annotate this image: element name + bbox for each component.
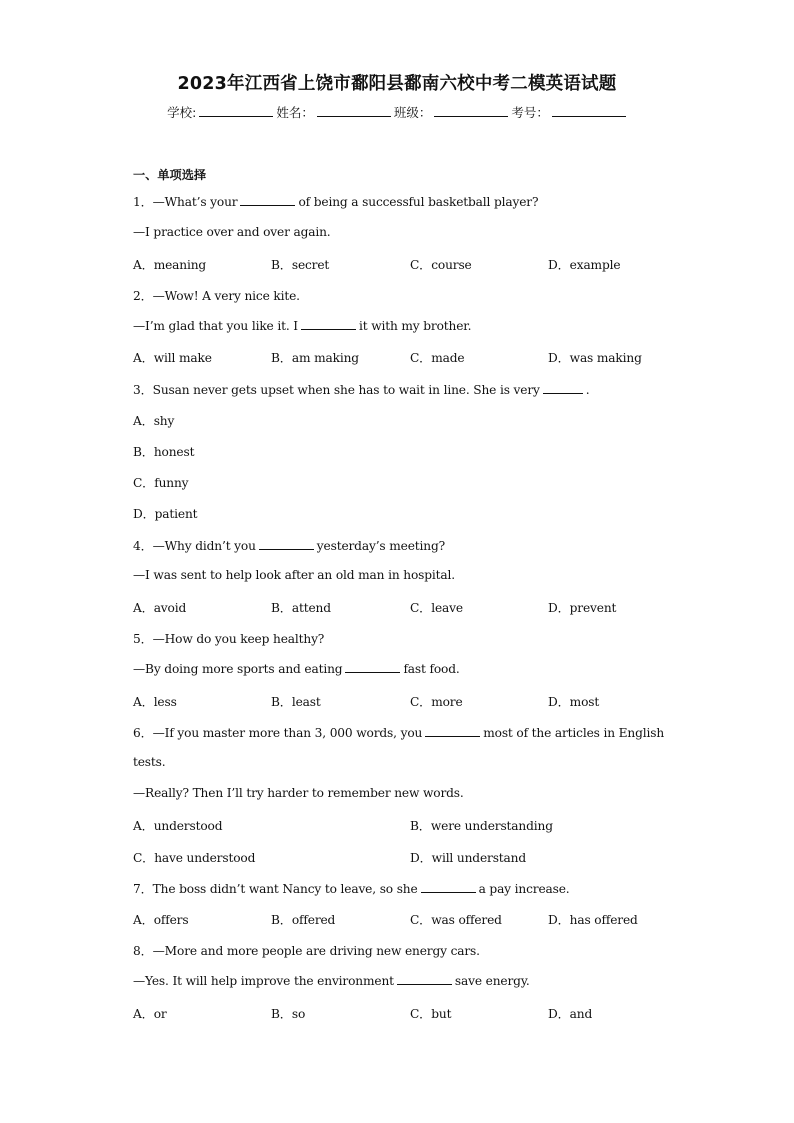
q1-stem-a: 1．—What’s your — [133, 195, 238, 209]
number-blank — [552, 104, 626, 117]
q2-option-a: A．will make — [133, 351, 212, 365]
question-6-stem — [133, 724, 664, 741]
q3-stem-a: 3．Susan never gets upset when she has to wait in line. She is very — [133, 383, 540, 397]
class-label: 班级： — [393, 105, 432, 120]
answer-blank — [543, 382, 583, 394]
q2-option-b: B．am making — [271, 351, 359, 365]
question-8-stem: 8．—More and more people are driving new energy cars. — [133, 944, 480, 958]
q8-option-c: C．but — [410, 1007, 452, 1021]
q8-reply-b: save energy. — [454, 974, 530, 988]
name-label: 姓名： — [276, 105, 314, 120]
answer-blank — [421, 881, 476, 893]
question-1-reply: —I practice over and over again. — [133, 225, 331, 239]
q2-reply-b: it with my brother. — [358, 319, 472, 333]
question-7-stem — [133, 880, 570, 897]
q2-option-d: D．was making — [548, 351, 642, 365]
question-4-reply: —I was sent to help look after an old man in hospital. — [133, 568, 455, 582]
student-info-row — [0, 103, 794, 121]
school-blank — [199, 104, 273, 117]
class-blank — [434, 104, 508, 117]
q6-option-b: B．were understanding — [410, 819, 553, 833]
q8-option-d: D．and — [548, 1007, 593, 1021]
q7-option-d: D．has offered — [548, 913, 638, 927]
q5-option-d: D．most — [548, 695, 600, 709]
question-2-stem: 2．—Wow! A very nice kite. — [133, 289, 300, 303]
q7-option-a: A．offers — [133, 913, 189, 927]
answer-blank — [397, 973, 452, 985]
q4-option-b: B．attend — [271, 601, 331, 615]
q2-option-c: C．made — [410, 351, 465, 365]
exam-title: 2023年江西省上饶市鄱阳县鄱南六校中考二模英语试题 — [177, 74, 617, 94]
number-label: 考号： — [511, 105, 549, 120]
q5-reply-a: —By doing more sports and eating — [133, 662, 343, 676]
answer-blank — [301, 318, 356, 330]
q5-reply-b: fast food. — [403, 662, 460, 676]
q7-option-c: C．was offered — [410, 913, 502, 927]
q4-option-c: C．leave — [410, 601, 463, 615]
q1-option-a: A．meaning — [133, 258, 207, 272]
q3-option-a: A．shy — [133, 414, 175, 428]
q4-option-a: A．avoid — [133, 601, 187, 615]
q7-option-b: B．offered — [271, 913, 336, 927]
question-5-reply — [133, 661, 460, 676]
question-1-stem — [133, 193, 538, 210]
answer-blank — [425, 725, 480, 737]
q3-stem-b: . — [585, 383, 590, 397]
question-5-stem: 5．—How do you keep healthy? — [133, 632, 325, 646]
q4-option-d: D．prevent — [548, 601, 617, 615]
answer-blank — [240, 194, 295, 206]
q6-option-d: D．will understand — [410, 851, 527, 865]
section-heading: 一、单项选择 — [133, 168, 207, 182]
question-8-reply — [133, 973, 530, 988]
q2-reply-a: —I’m glad that you like it. I — [133, 319, 298, 333]
q3-option-b: B．honest — [133, 445, 195, 459]
q3-option-d: D．patient — [133, 507, 198, 521]
q1-option-c: C．course — [410, 258, 472, 272]
q8-reply-a: —Yes. It will help improve the environment — [133, 974, 394, 988]
question-4-stem — [133, 537, 445, 554]
q6-option-a: A．understood — [133, 819, 223, 833]
q5-option-b: B．least — [271, 695, 321, 709]
answer-blank — [345, 661, 400, 673]
answer-blank — [259, 538, 314, 550]
q7-stem-b: a pay increase. — [478, 882, 570, 896]
q8-option-a: A．or — [133, 1007, 167, 1021]
q5-option-a: A．less — [133, 695, 177, 709]
question-2-reply — [133, 318, 471, 333]
q1-stem-b: of being a successful basketball player? — [298, 195, 539, 209]
q6-stem-a: 6．—If you master more than 3, 000 words, you — [133, 726, 423, 740]
q8-option-b: B．so — [271, 1007, 306, 1021]
q6-stem-b: most of the articles in English — [483, 726, 665, 740]
q4-stem-b: yesterday’s meeting? — [316, 539, 446, 553]
q4-stem-a: 4．—Why didn’t you — [133, 539, 256, 553]
question-6-reply: —Really? Then I’ll try harder to remember new words. — [133, 786, 464, 800]
name-blank — [317, 104, 391, 117]
school-label: 学校: — [167, 105, 197, 120]
question-3-stem — [133, 381, 589, 398]
question-6-stem-cont: tests. — [133, 755, 166, 769]
q1-option-d: D．example — [548, 258, 621, 272]
q7-stem-a: 7．The boss didn’t want Nancy to leave, so she — [133, 882, 418, 896]
q5-option-c: C．more — [410, 695, 463, 709]
q1-option-b: B．secret — [271, 258, 330, 272]
q6-option-c: C．have understood — [133, 851, 256, 865]
q3-option-c: C．funny — [133, 476, 189, 490]
